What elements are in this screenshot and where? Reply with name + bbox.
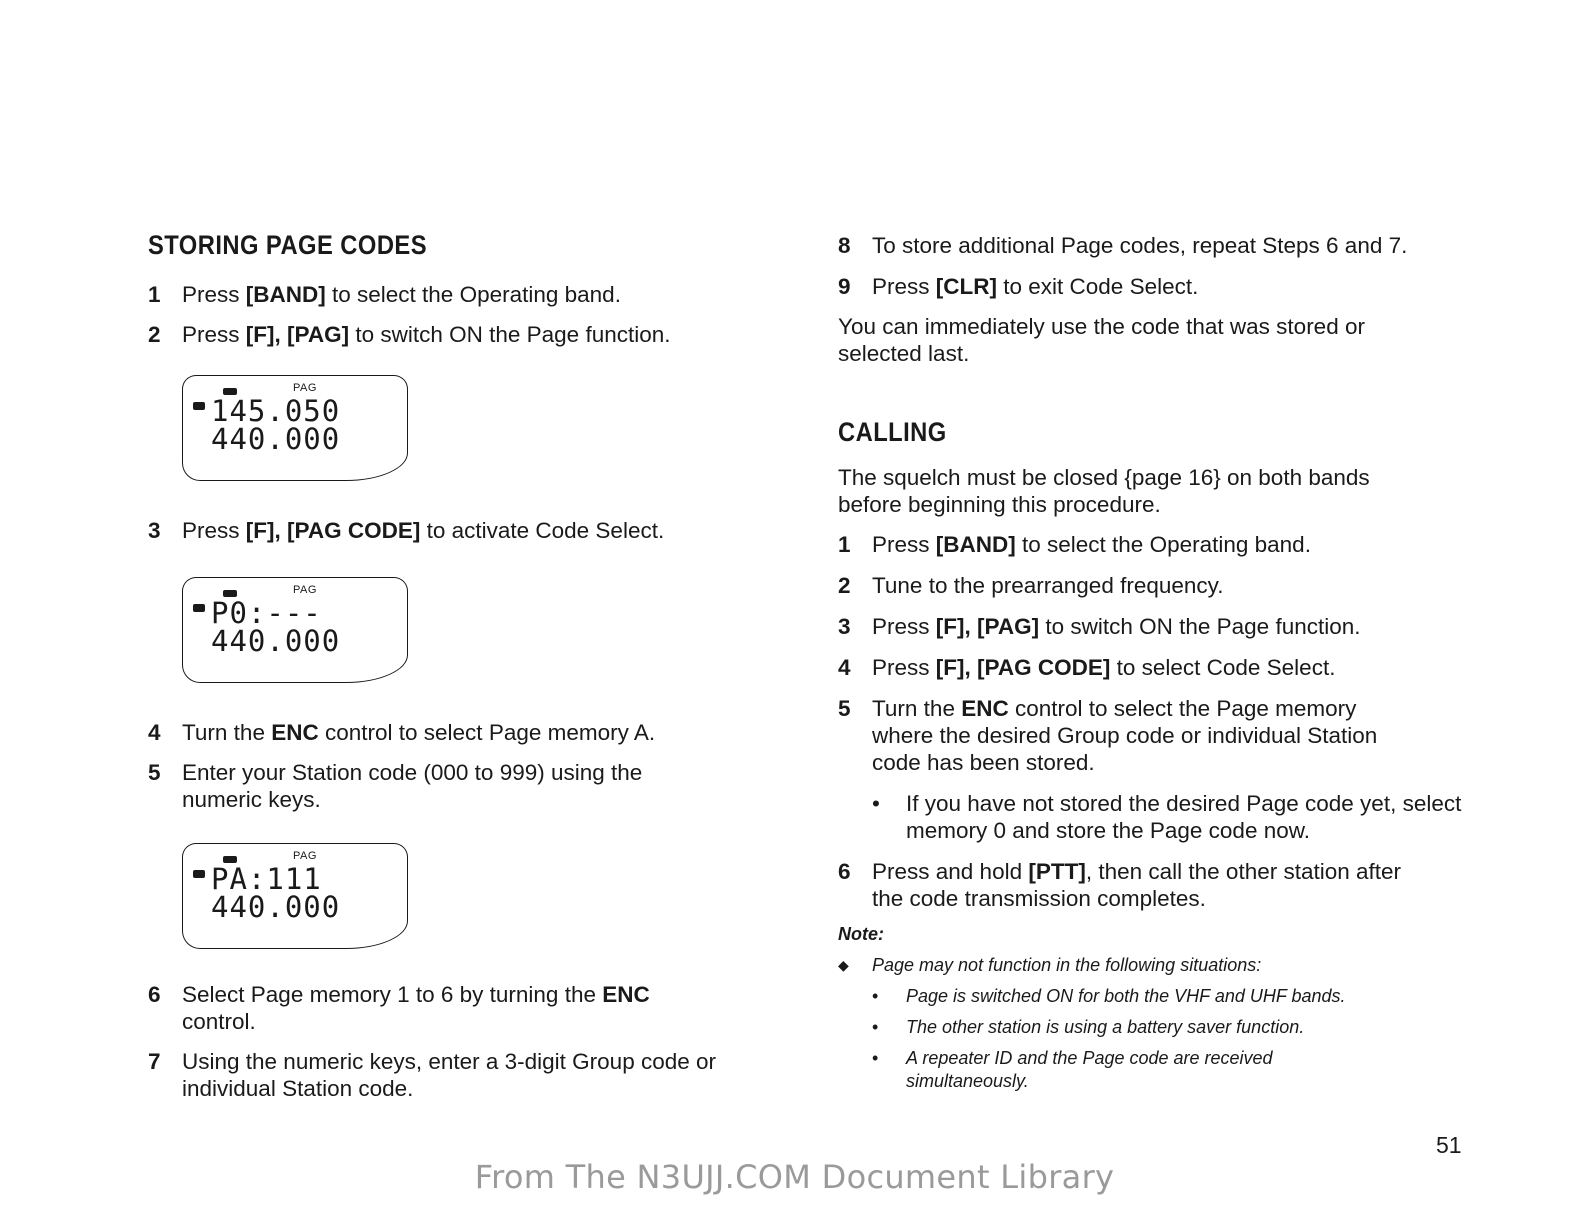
paragraph-squelch: The squelch must be closed {page 16} on both bands before beginning this procedure. <box>838 465 1370 517</box>
hi-icon <box>193 604 205 612</box>
step-8: 8 To store additional Page codes, repeat Steps 6 and 7. <box>838 233 1408 258</box>
calling-step-5: 5 Turn the ENC control to select the Page memory where the desired Group code or individual Station code has been stored. <box>838 696 1378 775</box>
lcd-line-1: P0:--- <box>211 596 322 630</box>
page-number: 51 <box>1436 1132 1462 1158</box>
left-column <box>148 230 768 1102</box>
pag-indicator: PAG <box>293 850 317 862</box>
note-item: • Page is switched ON for both the VHF and UHF bands. <box>872 986 1346 1006</box>
hi-icon <box>193 870 205 878</box>
lcd-line-1: 145.050 <box>211 394 341 428</box>
calling-step-3: 3 Press [F], [PAG] to switch ON the Page function. <box>838 614 1361 639</box>
section-heading-calling: CALLING <box>838 417 947 447</box>
section-heading-storing: STORING PAGE CODES <box>148 230 428 260</box>
calling-step-1: 1 Press [BAND] to select the Operating band. <box>838 532 1311 557</box>
step-7: 7 Using the numeric keys, enter a 3-digit Group code or individual Station code. <box>148 1049 717 1101</box>
note-label: Note: <box>838 924 884 944</box>
step-3: 3 Press [F], [PAG CODE] to activate Code Select. <box>148 518 665 543</box>
note-main: ◆ Page may not function in the following situations: <box>838 955 1262 975</box>
lcd-line-2: 440.000 <box>211 422 341 456</box>
pag-indicator: PAG <box>293 382 317 394</box>
step-4: 4 Turn the ENC control to select Page memory A. <box>148 720 656 745</box>
calling-step-2: 2 Tune to the prearranged frequency. <box>838 573 1224 598</box>
note-item: • The other station is using a battery saver function. <box>872 1017 1305 1037</box>
step-6: 6 Select Page memory 1 to 6 by turning the ENC control. <box>148 982 650 1034</box>
right-column <box>838 232 1478 1093</box>
step-5: 5 Enter your Station code (000 to 999) using the numeric keys. <box>148 760 643 812</box>
hi-icon <box>193 402 205 410</box>
step-9: 9 Press [CLR] to exit Code Select. <box>838 274 1199 299</box>
footer-watermark: From The N3UJJ.COM Document Library <box>474 1158 1115 1196</box>
calling-bullet: • If you have not stored the desired Page code yet, select memory 0 and store the Page code now. <box>872 791 1462 843</box>
lcd-line-2: 440.000 <box>211 890 341 924</box>
lcd-display-3 <box>182 843 408 949</box>
paragraph-stored-code: You can immediately use the code that was stored or selected last. <box>838 314 1365 366</box>
step-2: 2 Press [F], [PAG] to switch ON the Page function. <box>148 322 671 347</box>
lcd-display-2 <box>182 577 408 683</box>
diamond-bullet-icon: ◆ <box>838 957 849 973</box>
lcd-display-1 <box>182 375 408 481</box>
note-item: • A repeater ID and the Page code are received simultaneously. <box>872 1048 1273 1091</box>
pag-indicator: PAG <box>293 584 317 596</box>
calling-step-4: 4 Press [F], [PAG CODE] to select Code Select. <box>838 655 1336 680</box>
lcd-line-2: 440.000 <box>211 624 341 658</box>
calling-step-6: 6 Press and hold [PTT], then call the other station after the code transmission completes. <box>838 859 1402 911</box>
step-1: 1 Press [BAND] to select the Operating band. <box>148 282 621 307</box>
lcd-line-1: PA:111 <box>211 862 322 896</box>
